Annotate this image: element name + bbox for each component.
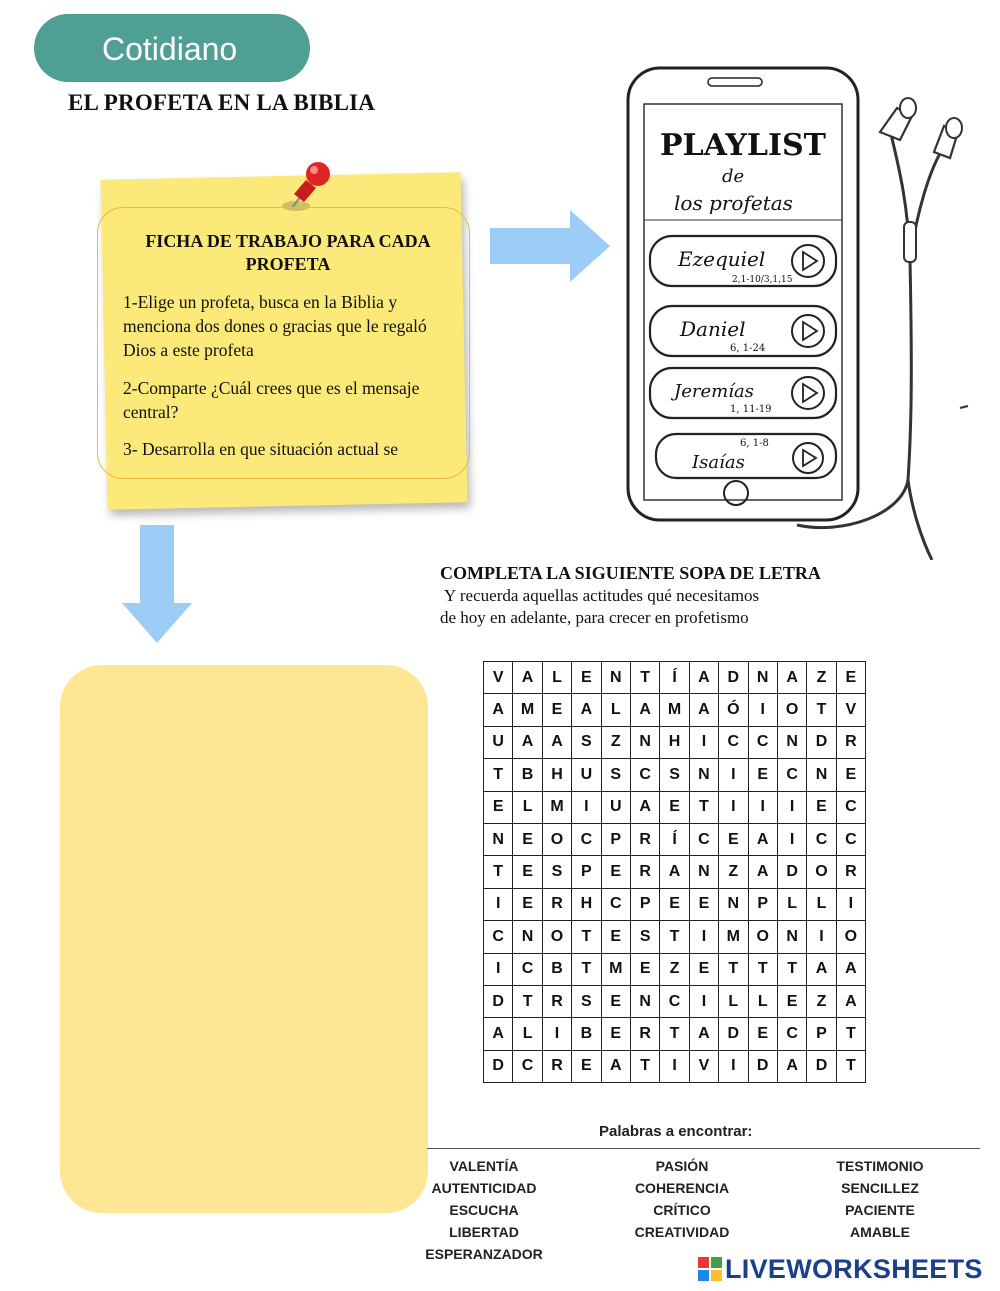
track-name: Daniel	[680, 317, 746, 341]
grid-cell[interactable]: C	[836, 823, 865, 855]
grid-cell[interactable]: T	[630, 1050, 659, 1082]
grid-row	[484, 985, 866, 1017]
grid-cell[interactable]: T	[630, 662, 659, 694]
grid-cell[interactable]: N	[777, 921, 806, 953]
grid-cell[interactable]: L	[601, 694, 630, 726]
grid-cell[interactable]: P	[630, 888, 659, 920]
grid-cell[interactable]: M	[601, 953, 630, 985]
grid-cell[interactable]: Z	[807, 985, 836, 1017]
grid-cell[interactable]: R	[630, 856, 659, 888]
grid-cell[interactable]: E	[513, 823, 542, 855]
grid-cell[interactable]: S	[572, 985, 601, 1017]
grid-cell[interactable]: R	[542, 985, 571, 1017]
grid-cell[interactable]: I	[689, 985, 718, 1017]
grid-cell[interactable]: A	[660, 856, 689, 888]
grid-row	[484, 921, 866, 953]
grid-cell[interactable]: B	[572, 1018, 601, 1050]
grid-row	[484, 759, 866, 791]
grid-cell[interactable]: N	[689, 856, 718, 888]
grid-cell[interactable]: Í	[660, 662, 689, 694]
grid-row	[484, 726, 866, 758]
grid-cell[interactable]: A	[689, 1018, 718, 1050]
word-item: LIBERTAD	[449, 1224, 519, 1240]
grid-cell[interactable]: N	[513, 921, 542, 953]
grid-cell[interactable]: C	[601, 888, 630, 920]
grid-cell[interactable]: E	[836, 759, 865, 791]
grid-cell[interactable]: I	[748, 694, 777, 726]
grid-cell[interactable]: T	[719, 953, 748, 985]
grid-cell[interactable]: R	[630, 823, 659, 855]
grid-cell[interactable]: A	[630, 791, 659, 823]
grid-cell[interactable]: T	[807, 694, 836, 726]
grid-cell[interactable]: L	[513, 1018, 542, 1050]
grid-cell[interactable]: A	[807, 953, 836, 985]
grid-cell[interactable]: S	[572, 726, 601, 758]
word-item: CREATIVIDAD	[634, 1224, 730, 1240]
grid-cell[interactable]: D	[807, 726, 836, 758]
grid-cell[interactable]: A	[777, 1050, 806, 1082]
grid-row	[484, 953, 866, 985]
grid-cell[interactable]: I	[719, 1050, 748, 1082]
grid-cell[interactable]: Ó	[719, 694, 748, 726]
grid-cell[interactable]: C	[836, 791, 865, 823]
grid-cell[interactable]: E	[748, 1018, 777, 1050]
track-ref: 6, 1-24	[730, 343, 766, 354]
grid-cell[interactable]: O	[748, 921, 777, 953]
grid-cell[interactable]: L	[807, 888, 836, 920]
grid-cell[interactable]: A	[601, 1050, 630, 1082]
grid-cell[interactable]: T	[572, 921, 601, 953]
grid-cell[interactable]: I	[748, 791, 777, 823]
track-ref: 1, 11-19	[730, 404, 772, 415]
grid-row	[484, 662, 866, 694]
grid-cell[interactable]: I	[836, 888, 865, 920]
grid-cell[interactable]: L	[719, 985, 748, 1017]
grid-cell[interactable]: A	[484, 694, 513, 726]
grid-cell[interactable]: E	[601, 921, 630, 953]
grid-cell[interactable]: T	[513, 985, 542, 1017]
grid-row	[484, 856, 866, 888]
grid-cell[interactable]: R	[836, 726, 865, 758]
grid-cell[interactable]: D	[807, 1050, 836, 1082]
grid-cell[interactable]: M	[719, 921, 748, 953]
grid-cell[interactable]: S	[601, 759, 630, 791]
grid-cell[interactable]: I	[719, 791, 748, 823]
grid-cell[interactable]: Í	[660, 823, 689, 855]
grid-cell[interactable]: N	[748, 662, 777, 694]
grid-cell[interactable]: E	[484, 791, 513, 823]
grid-cell[interactable]: I	[542, 1018, 571, 1050]
grid-cell[interactable]: L	[513, 791, 542, 823]
track-2	[650, 306, 836, 356]
word-item: AMABLE	[850, 1224, 910, 1240]
grid-cell[interactable]: Z	[719, 856, 748, 888]
grid-cell[interactable]: I	[484, 888, 513, 920]
grid-cell[interactable]: I	[807, 921, 836, 953]
grid-cell[interactable]: U	[601, 791, 630, 823]
grid-cell[interactable]: E	[689, 888, 718, 920]
playlist-subtitle-de: de	[722, 166, 745, 187]
down-arrow-icon	[120, 525, 194, 645]
grid-cell[interactable]: O	[542, 823, 571, 855]
word-item: PACIENTE	[845, 1202, 915, 1218]
grid-cell[interactable]: E	[748, 759, 777, 791]
grid-cell[interactable]: R	[836, 856, 865, 888]
grid-cell[interactable]: C	[572, 823, 601, 855]
track-name: Ezequiel	[678, 247, 766, 271]
grid-cell[interactable]: A	[542, 726, 571, 758]
grid-cell[interactable]: A	[630, 694, 659, 726]
grid-cell[interactable]: D	[484, 1050, 513, 1082]
word-item: AUTENTICIDAD	[431, 1180, 537, 1196]
category-tag: Cotidiano	[34, 14, 310, 82]
grid-cell[interactable]: R	[542, 888, 571, 920]
grid-cell[interactable]: E	[601, 1018, 630, 1050]
words-column-2	[607, 1155, 757, 1243]
grid-cell[interactable]: P	[572, 856, 601, 888]
grid-cell[interactable]: O	[777, 694, 806, 726]
track-4	[656, 434, 836, 478]
word-item: TESTIMONIO	[836, 1158, 924, 1174]
grid-cell[interactable]: P	[601, 823, 630, 855]
grid-row	[484, 694, 866, 726]
grid-cell[interactable]: I	[689, 726, 718, 758]
grid-cell[interactable]: A	[836, 953, 865, 985]
grid-cell[interactable]: I	[777, 823, 806, 855]
grid-cell[interactable]: N	[484, 823, 513, 855]
grid-cell[interactable]: E	[513, 888, 542, 920]
grid-cell[interactable]: C	[513, 1050, 542, 1082]
grid-cell[interactable]: T	[572, 953, 601, 985]
grid-cell[interactable]: M	[513, 694, 542, 726]
grid-cell[interactable]: S	[542, 856, 571, 888]
grid-cell[interactable]: R	[630, 1018, 659, 1050]
grid-row	[484, 823, 866, 855]
grid-cell[interactable]: T	[660, 1018, 689, 1050]
word-item: PASIÓN	[655, 1158, 709, 1174]
grid-cell[interactable]: A	[689, 694, 718, 726]
grid-cell[interactable]: C	[777, 759, 806, 791]
note-item-2: 2-Comparte ¿Cuál crees que es el mensaje central?	[123, 378, 420, 422]
grid-cell[interactable]: E	[689, 953, 718, 985]
note-item-3: 3- Desarrolla en que situación actual se	[123, 439, 399, 459]
grid-row	[484, 1018, 866, 1050]
grid-cell[interactable]: L	[748, 985, 777, 1017]
grid-cell[interactable]: N	[777, 726, 806, 758]
grid-cell[interactable]: E	[601, 985, 630, 1017]
grid-cell[interactable]: M	[660, 694, 689, 726]
wordsearch-grid	[483, 661, 866, 1083]
grid-row	[484, 791, 866, 823]
wordsearch-subtitle-1: Y recuerda aquellas actitudes qué necesitamos	[444, 586, 760, 605]
grid-row	[484, 1050, 866, 1082]
grid-cell[interactable]: C	[660, 985, 689, 1017]
grid-cell[interactable]: C	[748, 726, 777, 758]
grid-cell[interactable]: D	[719, 662, 748, 694]
grid-cell[interactable]: U	[572, 759, 601, 791]
grid-cell[interactable]: B	[542, 953, 571, 985]
grid-cell[interactable]: U	[484, 726, 513, 758]
track-3	[650, 368, 836, 418]
grid-cell[interactable]: T	[689, 791, 718, 823]
grid-cell[interactable]: E	[836, 662, 865, 694]
grid-cell[interactable]: E	[660, 888, 689, 920]
playlist-phone-drawing	[612, 60, 1000, 560]
grid-cell[interactable]: O	[807, 856, 836, 888]
grid-cell[interactable]: S	[660, 759, 689, 791]
word-item: ESCUCHA	[449, 1202, 519, 1218]
grid-cell[interactable]: M	[542, 791, 571, 823]
word-item: SENCILLEZ	[841, 1180, 919, 1196]
grid-cell[interactable]: C	[807, 823, 836, 855]
grid-cell[interactable]: T	[660, 921, 689, 953]
word-item: COHERENCIA	[634, 1180, 730, 1196]
grid-cell[interactable]: A	[777, 662, 806, 694]
grid-cell[interactable]: H	[660, 726, 689, 758]
grid-cell[interactable]: V	[689, 1050, 718, 1082]
track-name: Isaías	[692, 452, 745, 473]
grid-cell[interactable]: V	[836, 694, 865, 726]
grid-cell[interactable]: P	[807, 1018, 836, 1050]
grid-cell[interactable]: A	[836, 985, 865, 1017]
grid-cell[interactable]: D	[719, 1018, 748, 1050]
grid-cell[interactable]: E	[660, 791, 689, 823]
word-item: VALENTÍA	[449, 1158, 519, 1174]
track-name: Jeremías	[674, 381, 754, 402]
words-divider	[427, 1148, 980, 1149]
grid-row	[484, 888, 866, 920]
grid-cell[interactable]: Z	[660, 953, 689, 985]
grid-cell[interactable]: P	[748, 888, 777, 920]
grid-cell[interactable]: I	[719, 759, 748, 791]
words-title: Palabras a encontrar:	[599, 1123, 753, 1140]
right-arrow-icon	[490, 210, 612, 282]
grid-cell[interactable]: T	[484, 856, 513, 888]
words-column-3	[805, 1155, 955, 1243]
grid-cell[interactable]: O	[836, 921, 865, 953]
note-title: FICHA DE TRABAJO PARA CADA PROFETA	[145, 231, 431, 274]
wordsearch-title: COMPLETA LA SIGUIENTE SOPA DE LETRA	[440, 563, 821, 583]
grid-cell[interactable]: L	[542, 662, 571, 694]
grid-cell[interactable]: S	[630, 921, 659, 953]
grid-cell[interactable]: C	[777, 1018, 806, 1050]
playlist-subtitle: los profetas	[674, 191, 793, 215]
grid-cell[interactable]: A	[689, 662, 718, 694]
grid-cell[interactable]: E	[601, 856, 630, 888]
track-ref: 6, 1-8	[740, 438, 769, 449]
grid-cell[interactable]: N	[630, 726, 659, 758]
grid-cell[interactable]: T	[484, 759, 513, 791]
grid-cell[interactable]: H	[542, 759, 571, 791]
grid-cell[interactable]: E	[807, 791, 836, 823]
grid-cell[interactable]: C	[630, 759, 659, 791]
grid-cell[interactable]: E	[572, 662, 601, 694]
grid-cell[interactable]: D	[777, 856, 806, 888]
playlist-heading: PLAYLIST	[660, 128, 826, 163]
answer-box[interactable]	[60, 665, 428, 1213]
grid-cell[interactable]: A	[748, 856, 777, 888]
track-ref: 2,1-10/3,1,15	[732, 275, 793, 285]
grid-cell[interactable]: V	[484, 662, 513, 694]
grid-cell[interactable]: I	[777, 791, 806, 823]
note-item-1: 1-Elige un profeta, busca en la Biblia y menciona dos dones o gracias que le regaló Dios a este profeta	[123, 292, 427, 360]
grid-cell[interactable]: D	[748, 1050, 777, 1082]
grid-cell[interactable]: C	[719, 726, 748, 758]
logo-text: LIVEWORKSHEETS	[725, 1253, 983, 1284]
track-1	[650, 236, 836, 286]
liveworksheets-logo	[697, 1252, 983, 1286]
grid-cell[interactable]: I	[484, 953, 513, 985]
grid-cell[interactable]: Z	[807, 662, 836, 694]
grid-cell[interactable]: A	[572, 694, 601, 726]
grid-cell[interactable]: E	[777, 985, 806, 1017]
grid-cell[interactable]: C	[513, 953, 542, 985]
grid-cell[interactable]: N	[689, 759, 718, 791]
grid-cell[interactable]: L	[777, 888, 806, 920]
grid-cell[interactable]: I	[572, 791, 601, 823]
grid-cell[interactable]: I	[689, 921, 718, 953]
wordsearch-subtitle-2: de hoy en adelante, para crecer en profetismo	[440, 608, 749, 627]
word-item: ESPERANZADOR	[425, 1246, 543, 1262]
grid-cell[interactable]: N	[601, 662, 630, 694]
grid-cell[interactable]: E	[630, 953, 659, 985]
liveworksheets-logo-icon	[697, 1256, 723, 1282]
grid-cell[interactable]: A	[513, 726, 542, 758]
grid-cell[interactable]: C	[689, 823, 718, 855]
grid-cell[interactable]: E	[542, 694, 571, 726]
grid-cell[interactable]: R	[542, 1050, 571, 1082]
grid-cell[interactable]: A	[748, 823, 777, 855]
grid-cell[interactable]: N	[807, 759, 836, 791]
words-column-1	[409, 1155, 559, 1265]
grid-cell[interactable]: H	[572, 888, 601, 920]
grid-cell[interactable]: N	[630, 985, 659, 1017]
grid-cell[interactable]: B	[513, 759, 542, 791]
grid-cell[interactable]: T	[748, 953, 777, 985]
grid-cell[interactable]: N	[719, 888, 748, 920]
page-title: EL PROFETA EN LA BIBLIA	[68, 90, 376, 115]
grid-cell[interactable]: E	[513, 856, 542, 888]
grid-cell[interactable]: C	[484, 921, 513, 953]
grid-cell[interactable]: A	[484, 1018, 513, 1050]
word-item: CRÍTICO	[653, 1202, 711, 1218]
grid-cell[interactable]: T	[836, 1018, 865, 1050]
grid-cell[interactable]: D	[484, 985, 513, 1017]
grid-cell[interactable]: O	[542, 921, 571, 953]
grid-cell[interactable]: Z	[601, 726, 630, 758]
grid-cell[interactable]: T	[777, 953, 806, 985]
grid-cell[interactable]: I	[660, 1050, 689, 1082]
grid-cell[interactable]: E	[572, 1050, 601, 1082]
grid-cell[interactable]: E	[719, 823, 748, 855]
grid-cell[interactable]: A	[513, 662, 542, 694]
grid-cell[interactable]: T	[836, 1050, 865, 1082]
